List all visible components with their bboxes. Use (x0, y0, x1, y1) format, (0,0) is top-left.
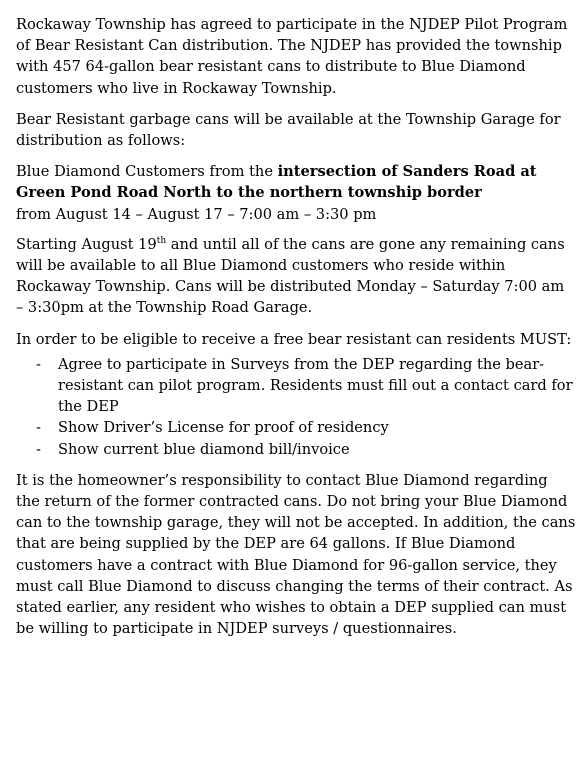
intro-paragraph: Rockaway Township has agreed to participate in the NJDEP Pilot Program of Bear Resistant Can distribution. The NJDEP has provided the township with 457 64-gallon bear resistant cans to distribute to Blue Diamond customers who live in Rockaway Township. (16, 16, 568, 97)
list-dash: - (36, 440, 41, 458)
requirement-text: Show current blue diamond bill/invoice (58, 440, 350, 458)
first-distribution-dates: from August 14 – August 17 – 7:00 am – 3:30 pm (16, 205, 377, 223)
list-dash: - (36, 355, 41, 373)
ordinal-suffix: th (156, 235, 167, 246)
list-dash: - (36, 419, 41, 437)
first-distribution-lead: Blue Diamond Customers from the (16, 163, 278, 181)
requirement-item (16, 439, 576, 460)
requirement-text: Agree to participate in Surveys from the DEP regarding the bear-resistant can pilot program. Residents must fill out a contact card for the DEP (58, 355, 573, 416)
responsibility-paragraph: It is the homeowner’s responsibility to contact Blue Diamond regarding the return of the former contracted cans. Do not bring your Blue Diamond can to the township garage, they will not be accepted. In addition, the cans that are being supplied by the DEP are 64 gallons. If Blue Diamond customers have a contract with Blue Diamond for 96-gallon service, they must call Blue Diamond to discuss changing the terms of their contract. As stated earlier, any resident who wishes to obtain a DEP supplied can must be willing to participate in NJDEP surveys / questionnaires. (16, 471, 576, 638)
general-distribution-rest: and until all of the cans are gone any remaining cans will be available to all Blue Diamond customers who reside within Rockaway Township. Cans will be distributed Monday – Saturday 7:00 am – 3:30pm at the Township Road Garage. (16, 235, 565, 317)
requirement-text: Show Driver’s License for proof of residency (58, 419, 389, 437)
eligibility-paragraph: In order to be eligible to receive a free bear resistant can residents MUST: (16, 330, 572, 348)
requirement-item (16, 354, 576, 418)
general-distribution-paragraph (16, 234, 576, 319)
first-distribution-paragraph (16, 161, 576, 225)
requirement-item (16, 417, 576, 438)
availability-paragraph: Bear Resistant garbage cans will be available at the Township Garage for distribution as follows: (16, 110, 561, 150)
first-distribution-area: intersection of Sanders Road at Green Pond Road North to the northern township border (16, 163, 537, 202)
general-distribution-lead: Starting August 19 (16, 235, 157, 253)
requirements-list (16, 354, 576, 460)
